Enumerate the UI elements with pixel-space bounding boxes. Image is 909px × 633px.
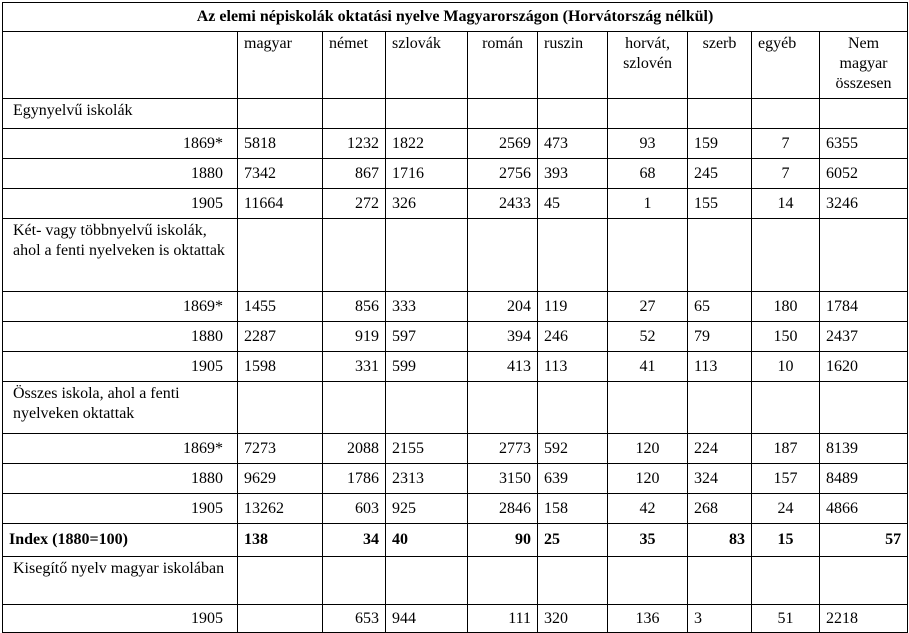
table-row (3, 322, 908, 352)
index-value-cell: 90 (468, 524, 538, 557)
col-header: szerb (688, 32, 752, 99)
year-cell: 1905 (3, 352, 238, 382)
header-corner (3, 32, 238, 99)
year-cell: 1880 (3, 159, 238, 189)
value-cell: 187 (752, 434, 820, 464)
col-header: magyar (238, 32, 323, 99)
empty-cell (323, 219, 386, 292)
section-header-row (3, 557, 908, 605)
title-row (3, 3, 908, 32)
value-cell: 2287 (238, 322, 323, 352)
value-cell: 42 (608, 494, 688, 524)
value-cell: 157 (752, 464, 820, 494)
empty-cell (386, 382, 468, 434)
value-cell: 2155 (386, 434, 468, 464)
value-cell: 150 (752, 322, 820, 352)
value-cell: 413 (468, 352, 538, 382)
value-cell: 867 (323, 159, 386, 189)
col-header: szlovák (386, 32, 468, 99)
section-header-row (3, 99, 908, 129)
value-cell: 1784 (820, 292, 908, 322)
value-cell: 5818 (238, 129, 323, 159)
empty-cell (468, 219, 538, 292)
empty-cell (323, 99, 386, 129)
col-header: német (323, 32, 386, 99)
value-cell: 856 (323, 292, 386, 322)
value-cell: 3 (688, 605, 752, 633)
empty-cell (238, 99, 323, 129)
year-cell: 1869* (3, 129, 238, 159)
table-row (3, 494, 908, 524)
empty-cell (820, 219, 908, 292)
value-cell: 2218 (820, 605, 908, 633)
value-cell: 159 (688, 129, 752, 159)
value-cell: 393 (538, 159, 608, 189)
value-cell: 14 (752, 189, 820, 219)
value-cell: 639 (538, 464, 608, 494)
value-cell: 119 (538, 292, 608, 322)
year-cell: 1880 (3, 322, 238, 352)
col-header: ruszin (538, 32, 608, 99)
value-cell: 24 (752, 494, 820, 524)
value-cell: 333 (386, 292, 468, 322)
value-cell: 919 (323, 322, 386, 352)
value-cell: 272 (323, 189, 386, 219)
value-cell: 246 (538, 322, 608, 352)
section-label: Két- vagy többnyelvű iskolák, ahol a fenti nyelveken is oktattak (3, 219, 238, 292)
table-row (3, 159, 908, 189)
table-row (3, 605, 908, 633)
col-header: román (468, 32, 538, 99)
empty-cell (608, 219, 688, 292)
value-cell: 224 (688, 434, 752, 464)
year-cell: 1869* (3, 434, 238, 464)
value-cell: 8489 (820, 464, 908, 494)
table-row (3, 434, 908, 464)
empty-cell (238, 382, 323, 434)
value-cell (238, 605, 323, 633)
value-cell: 2437 (820, 322, 908, 352)
empty-cell (608, 557, 688, 605)
empty-cell (386, 99, 468, 129)
empty-cell (386, 557, 468, 605)
table-row (3, 352, 908, 382)
value-cell: 599 (386, 352, 468, 382)
section-label: Kisegítő nyelv magyar iskolában (3, 557, 238, 605)
section-label: Egynyelvű iskolák (3, 99, 238, 129)
empty-cell (608, 99, 688, 129)
empty-cell (468, 382, 538, 434)
empty-cell (752, 557, 820, 605)
value-cell: 158 (538, 494, 608, 524)
value-cell: 2088 (323, 434, 386, 464)
value-cell: 65 (688, 292, 752, 322)
empty-cell (688, 99, 752, 129)
value-cell: 52 (608, 322, 688, 352)
value-cell: 113 (688, 352, 752, 382)
empty-cell (238, 557, 323, 605)
index-value-cell: 40 (386, 524, 468, 557)
empty-cell (323, 557, 386, 605)
col-header: horvát, szlovén (608, 32, 688, 99)
value-cell: 120 (608, 464, 688, 494)
empty-cell (538, 557, 608, 605)
value-cell: 7273 (238, 434, 323, 464)
table-title: Az elemi népiskolák oktatási nyelve Magyarországon (Horvátország nélkül) (3, 3, 908, 32)
value-cell: 136 (608, 605, 688, 633)
value-cell: 113 (538, 352, 608, 382)
year-cell: 1905 (3, 189, 238, 219)
value-cell: 45 (538, 189, 608, 219)
value-cell: 320 (538, 605, 608, 633)
value-cell: 268 (688, 494, 752, 524)
value-cell: 27 (608, 292, 688, 322)
value-cell: 2569 (468, 129, 538, 159)
value-cell: 1786 (323, 464, 386, 494)
value-cell: 41 (608, 352, 688, 382)
section-header-row (3, 219, 908, 292)
table-row (3, 189, 908, 219)
empty-cell (752, 99, 820, 129)
value-cell: 51 (752, 605, 820, 633)
value-cell: 2756 (468, 159, 538, 189)
empty-cell (468, 99, 538, 129)
section-label: Összes iskola, ahol a fenti nyelveken oktattak (3, 382, 238, 434)
col-header: egyéb (752, 32, 820, 99)
empty-cell (752, 219, 820, 292)
header-row (3, 32, 908, 99)
index-row (3, 524, 908, 557)
value-cell: 9629 (238, 464, 323, 494)
value-cell: 111 (468, 605, 538, 633)
value-cell: 93 (608, 129, 688, 159)
empty-cell (688, 219, 752, 292)
value-cell: 2846 (468, 494, 538, 524)
year-cell: 1869* (3, 292, 238, 322)
value-cell: 245 (688, 159, 752, 189)
year-cell: 1905 (3, 494, 238, 524)
year-cell: 1905 (3, 605, 238, 633)
value-cell: 944 (386, 605, 468, 633)
table-row (3, 292, 908, 322)
index-value-cell: 35 (608, 524, 688, 557)
value-cell: 11664 (238, 189, 323, 219)
empty-cell (688, 557, 752, 605)
section-header-row (3, 382, 908, 434)
empty-cell (238, 219, 323, 292)
empty-cell (820, 557, 908, 605)
value-cell: 8139 (820, 434, 908, 464)
value-cell: 597 (386, 322, 468, 352)
value-cell: 394 (468, 322, 538, 352)
table-row (3, 129, 908, 159)
empty-cell (688, 382, 752, 434)
value-cell: 2433 (468, 189, 538, 219)
value-cell: 7 (752, 129, 820, 159)
value-cell: 324 (688, 464, 752, 494)
value-cell: 1598 (238, 352, 323, 382)
col-header: Nem magyar összesen (820, 32, 908, 99)
table-row (3, 464, 908, 494)
value-cell: 331 (323, 352, 386, 382)
value-cell: 603 (323, 494, 386, 524)
value-cell: 2773 (468, 434, 538, 464)
empty-cell (820, 382, 908, 434)
empty-cell (538, 219, 608, 292)
empty-cell (386, 219, 468, 292)
index-label: Index (1880=100) (3, 524, 238, 557)
value-cell: 326 (386, 189, 468, 219)
empty-cell (608, 382, 688, 434)
value-cell: 155 (688, 189, 752, 219)
value-cell: 204 (468, 292, 538, 322)
index-value-cell: 34 (323, 524, 386, 557)
value-cell: 2313 (386, 464, 468, 494)
value-cell: 13262 (238, 494, 323, 524)
empty-cell (468, 557, 538, 605)
empty-cell (820, 99, 908, 129)
value-cell: 1620 (820, 352, 908, 382)
year-cell: 1880 (3, 464, 238, 494)
value-cell: 1716 (386, 159, 468, 189)
value-cell: 120 (608, 434, 688, 464)
index-value-cell: 138 (238, 524, 323, 557)
value-cell: 653 (323, 605, 386, 633)
value-cell: 1 (608, 189, 688, 219)
value-cell: 592 (538, 434, 608, 464)
value-cell: 925 (386, 494, 468, 524)
value-cell: 7 (752, 159, 820, 189)
school-language-table (2, 2, 908, 633)
value-cell: 68 (608, 159, 688, 189)
value-cell: 473 (538, 129, 608, 159)
value-cell: 10 (752, 352, 820, 382)
value-cell: 1455 (238, 292, 323, 322)
value-cell: 4866 (820, 494, 908, 524)
value-cell: 180 (752, 292, 820, 322)
empty-cell (323, 382, 386, 434)
value-cell: 79 (688, 322, 752, 352)
empty-cell (752, 382, 820, 434)
index-value-cell: 57 (820, 524, 908, 557)
index-value-cell: 25 (538, 524, 608, 557)
value-cell: 1232 (323, 129, 386, 159)
value-cell: 7342 (238, 159, 323, 189)
value-cell: 3150 (468, 464, 538, 494)
value-cell: 3246 (820, 189, 908, 219)
value-cell: 6355 (820, 129, 908, 159)
empty-cell (538, 99, 608, 129)
index-value-cell: 83 (688, 524, 752, 557)
value-cell: 6052 (820, 159, 908, 189)
empty-cell (538, 382, 608, 434)
value-cell: 1822 (386, 129, 468, 159)
index-value-cell: 15 (752, 524, 820, 557)
